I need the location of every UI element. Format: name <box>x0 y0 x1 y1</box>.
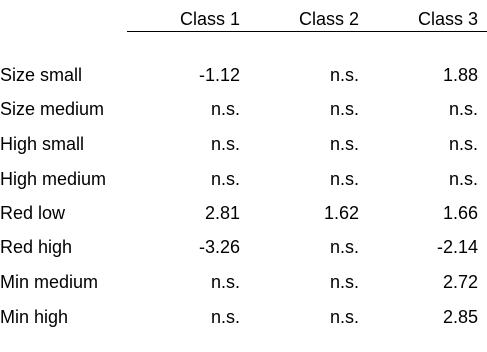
row-label: High medium <box>0 169 107 189</box>
cell-class-1: -1.12 <box>198 65 240 85</box>
table-row <box>0 236 487 266</box>
row-label: High small <box>0 134 85 154</box>
cell-class-2: n.s. <box>329 237 359 257</box>
cell-class-3: n.s. <box>448 134 478 154</box>
cell-class-1: n.s. <box>210 134 240 154</box>
cell-class-1: n.s. <box>210 307 240 327</box>
cell-class-3: 1.66 <box>442 203 478 223</box>
cell-class-2: n.s. <box>329 272 359 292</box>
row-label: Size medium <box>0 99 105 119</box>
cell-class-2: n.s. <box>329 307 359 327</box>
cell-class-2: n.s. <box>329 65 359 85</box>
table-row <box>0 271 487 301</box>
table-row <box>0 202 487 232</box>
cell-class-1: 2.81 <box>204 203 240 223</box>
cell-class-2: n.s. <box>329 169 359 189</box>
row-label: Red low <box>0 203 66 223</box>
row-label: Red high <box>0 237 73 257</box>
column-header-class-2: Class 2 <box>298 9 359 29</box>
cell-class-3: -2.14 <box>436 237 478 257</box>
row-label: Size small <box>0 65 83 85</box>
table-row <box>0 98 487 128</box>
table-row <box>0 64 487 94</box>
row-label: Min high <box>0 307 69 327</box>
table-row <box>0 306 487 336</box>
cell-class-1: n.s. <box>210 99 240 119</box>
cell-class-2: 1.62 <box>323 203 359 223</box>
row-label: Min medium <box>0 272 99 292</box>
cell-class-1: n.s. <box>210 272 240 292</box>
cell-class-1: n.s. <box>210 169 240 189</box>
cell-class-3: n.s. <box>448 169 478 189</box>
table-row <box>0 133 487 163</box>
header-rule <box>127 31 487 32</box>
cell-class-3: n.s. <box>448 99 478 119</box>
table-row <box>0 168 487 198</box>
cell-class-3: 2.72 <box>442 272 478 292</box>
cell-class-3: 2.85 <box>442 307 478 327</box>
cell-class-3: 1.88 <box>442 65 478 85</box>
cell-class-2: n.s. <box>329 99 359 119</box>
cell-class-2: n.s. <box>329 134 359 154</box>
column-header-class-3: Class 3 <box>417 9 478 29</box>
cell-class-1: -3.26 <box>198 237 240 257</box>
column-header-class-1: Class 1 <box>179 9 240 29</box>
